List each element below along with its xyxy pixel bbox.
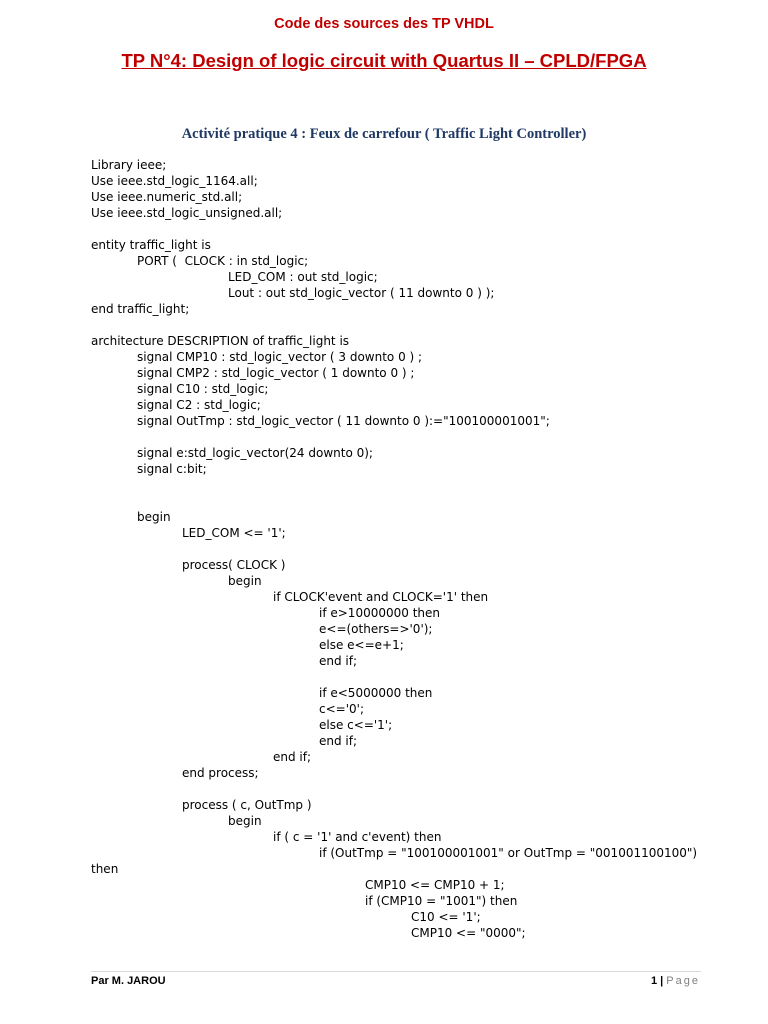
activity-title: Activité pratique 4 : Feux de carrefour ( Traffic Light Controller) <box>181 126 587 142</box>
code-line: if ( c = '1' and c'event) then <box>273 830 442 844</box>
code-line: end if; <box>273 750 312 764</box>
code-line: begin <box>228 574 262 588</box>
code-line: end if; <box>319 654 358 668</box>
footer-page-number <box>651 975 700 987</box>
code-line: signal c:bit; <box>137 462 207 476</box>
code-line: Use ieee.std_logic_unsigned.all; <box>91 206 283 220</box>
header-title: Code des sources des TP VHDL <box>274 16 494 32</box>
code-line: signal C10 : std_logic; <box>137 382 269 396</box>
document-title: TP N°4: Design of logic circuit with Quartus II – CPLD/FPGA <box>121 50 647 71</box>
code-line: c<='0'; <box>319 702 364 716</box>
code-line: signal CMP10 : std_logic_vector ( 3 downto 0 ) ; <box>137 350 423 364</box>
code-line: architecture DESCRIPTION of traffic_light is <box>91 334 350 348</box>
code-line: if e<5000000 then <box>319 686 433 700</box>
page-separator: | <box>657 975 667 987</box>
code-line: Library ieee; <box>91 158 167 172</box>
code-line: if e>10000000 then <box>319 606 441 620</box>
code-line: Use ieee.std_logic_1164.all; <box>91 174 258 188</box>
code-line: signal C2 : std_logic; <box>137 398 261 412</box>
page-number: 1 <box>650 975 658 987</box>
code-line: Lout : out std_logic_vector ( 11 downto 0 ) ); <box>228 286 495 300</box>
code-line: signal CMP2 : std_logic_vector ( 1 downto 0 ) ; <box>137 366 415 380</box>
code-line: begin <box>228 814 262 828</box>
code-line: CMP10 <= "0000"; <box>411 926 526 940</box>
code-line: then <box>91 862 119 876</box>
code-line: begin <box>137 510 171 524</box>
code-line: entity traffic_light is <box>91 238 211 252</box>
code-line: Use ieee.numeric_std.all; <box>91 190 243 204</box>
code-line: end if; <box>319 734 358 748</box>
code-line: process ( c, OutTmp ) <box>182 798 312 812</box>
code-line: LED_COM : out std_logic; <box>228 270 378 284</box>
code-line: LED_COM <= '1'; <box>182 526 286 540</box>
code-line: CMP10 <= CMP10 + 1; <box>365 878 505 892</box>
code-line: signal OutTmp : std_logic_vector ( 11 downto 0 ):="100100001001"; <box>137 414 550 428</box>
code-line: end traffic_light; <box>91 302 190 316</box>
code-line: if (OutTmp = "100100001001" or OutTmp = "001001100100") <box>319 846 698 860</box>
code-line: PORT ( CLOCK : in std_logic; <box>137 254 309 268</box>
code-line: C10 <= '1'; <box>411 910 481 924</box>
code-line: end process; <box>182 766 259 780</box>
footer-author: Par M. JAROU <box>91 975 166 987</box>
page-word: Page <box>666 975 700 987</box>
code-line: process( CLOCK ) <box>182 558 286 572</box>
code-line: if (CMP10 = "1001") then <box>365 894 518 908</box>
code-line: if CLOCK'event and CLOCK='1' then <box>273 590 489 604</box>
code-line: else c<='1'; <box>319 718 393 732</box>
code-line: e<=(others=>'0'); <box>319 622 433 636</box>
footer-divider <box>91 971 701 972</box>
code-line: else e<=e+1; <box>319 638 404 652</box>
code-line: signal e:std_logic_vector(24 downto 0); <box>137 446 373 460</box>
